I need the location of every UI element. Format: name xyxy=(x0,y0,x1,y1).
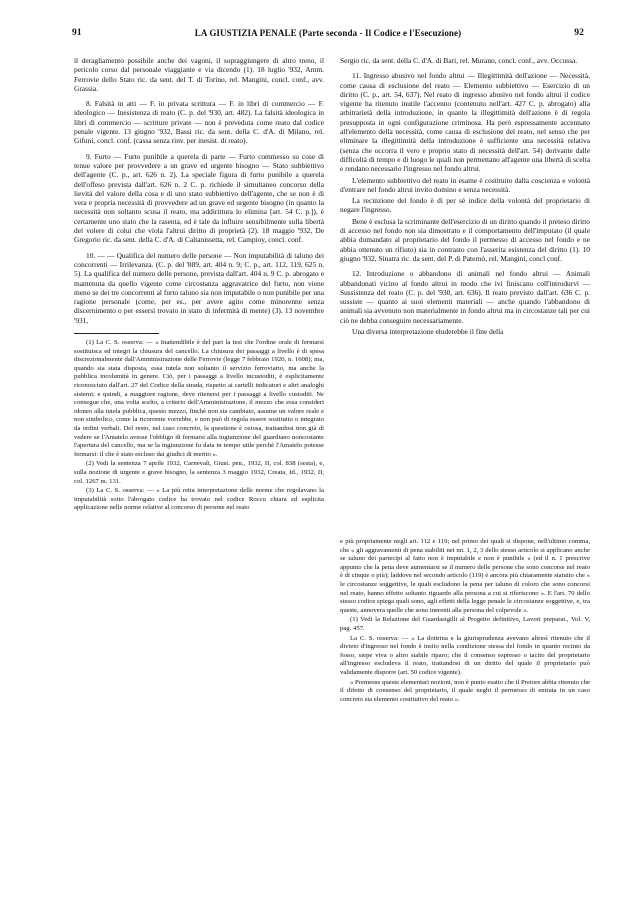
entry-10-qualifica: 10. — — Qualifica del numero delle persone — Non imputabilità di taluno dei concorrenti — Irrilevanza. (C. p. del '889, art. 404 n. 9; C. p., art. 112, 119, 625 n. 5). La qualifica del numero delle persone, prevista dall'art. 404 n. 9 C. p. abrogato e mantenuta da quello vigente come circostanza aggravatrice del furto, non viene meno se dei tre concorrenti al furto taluno sia non imputabile o non punibile per una ragione personale (come, per es., per avere agito come minorenne senza discernimento o per essersi trovato in stato di infermità di mente) (3). 13 novembre '931, xyxy=(74,250,324,325)
footnote-divider xyxy=(74,333,159,334)
footnote-1-right: (1) Vedi la Relazione del Guardasigilli al Progetto definitivo, Lavori preparat., Vol. V, pag. 457. xyxy=(340,616,590,632)
continued-paragraph: il deragliamento possibile anche dei vagoni, il sopraggiungere di altro treno, il pericolo corso dal personale viaggiante e via dicendo (1). 18 luglio '932, Amm. Ferrovie dello Stato ric. da sent. del T. di Torino, rel. Mangini, concl. conf., avv. Grassia. xyxy=(74,56,324,93)
entry-12-paragraph-2: Una diversa interpretazione eluderebbe il fine della xyxy=(352,327,504,337)
footnote-quote-1: La C. S. osserva: — « La dottrina e la giurisprudenza avevano altresì ritenuto che il divieto d'ingresso nel fondo è insito nella condizione stessa del fondo in quanto recinto da fosso, siepe viva o altro stabile riparo; che il consenso espresso o tacito del proprietario all'ingresso escludeva il reato, trattandosi di un diritto del quale il proprietario può validamente disporre (art. 50 codice vigente). xyxy=(340,634,590,676)
entry-8-falsita: 8. Falsità in atti — F. in privata scrittura — F. in libri di commercio — F. ideologico — Inesistenza di reato (C. p. del '930, art. 482). La falsità ideologica in libri di commercio — scritture private — non è preveduta come reato dal codice penale vigente. 13 giugno '932, Bassi ric. da sent. della C. d'A. di Milano, rel. Gifuni, concl. conf. (cassa senza rinv. per inesist. di reato). xyxy=(74,99,324,146)
footnote-3-left: (3) La C. S. osserva: — « La più retta interpretazione delle norme che regolavano la imputabilità sotto l'abrogato codice ha trovato nel codice Rocco chiara ed esplicita applicazione nelle norme relative al concorso di persone nel reato xyxy=(74,487,324,512)
page-number-left: 91 xyxy=(72,28,82,38)
left-column xyxy=(74,56,324,514)
right-column xyxy=(340,56,590,338)
entry-11-paragraph-3: La recinzione del fondo è di per sè indice della volontà del proprietario di negare l'ingresso. xyxy=(340,196,590,215)
entry-12-animali: 12. Introduzione o abbandono di animali nel fondo altrui — Animali abbandonati vicino al fondo altrui in modo che ivi finiscano coll'introdurvi — Sussistenza del reato (C. p. del '930, art. 636). Il reato previsto dall'art. 636 C. p. sussiste — quanto ai suoi elementi materiali — anche quando l'abbandono di animali sia avvenuto non materialmente in fondo altrui ma in circostanze tali per cui ciò ne debba conseguire necessariamente. xyxy=(340,269,590,325)
page-header xyxy=(72,26,584,40)
entry-11-paragraph-4: Bene è esclusa la scriminante dell'esercizio di un diritto quando il preteso diritto di accesso nel fondo non sia dimostrato e il comportamento dell'imputato (il quale abbia domandato al proprietario del fondo il permesso di accesso nel fondo e ne abbia ottenuto un rifiuto) sia in contrasto con l'asserita esistenza del diritto (1). 10 giugno '932, Sinatra ric. da sent. del P. di Paternò, rel. Mangini, concl conf. xyxy=(340,216,590,263)
continued-citation: Sergio ric. da sent. della C. d'A. di Bari, rel. Murano, concl. conf., avv. Occussa. xyxy=(340,56,578,65)
entry-11-paragraph-2: L'elemento subbiettivo del reato in esame è costituito dalla coscienza e volontà d'entrare nel fondo altrui invito domino e senza necessità. xyxy=(340,175,590,194)
entry-11-ingresso-abusivo: 11. Ingresso abusivo nel fondo altrui — Illegittimità dell'azione — Necessità, come causa di esclusione del reato — Elemento subbiettivo — Esercizio di un diritto (C. p., art. 54, 637). Nel reato di ingresso abusivo nel fondo altrui il codice vigente ha ritenuto inutile l'accenno (contenuto nell'art. 427 C. p. abrogato) alla arbitrarietà della introduzione, in quanto la illegittimità dell'azione è di regola presupposta in ogni configurazione criminosa. Ha però espressamente accennato all'elemento della necessità, come causa di esclusione del reato, nel senso che per eliminare la illegittimità della introduzione è sufficiente una necessità relativa (senza che occorra il vero e proprio stato di necessità dell'art. 54) derivante dalle difficoltà di tempo e di luogo le quali non permettano all'agente una libertà di scelta e rendano necessario l'ingresso nel fondo altrui. xyxy=(340,71,590,174)
footnote-quote-2: « Premesse queste elementari nozioni, non è punto esatto che il Pretore abbia ritenuto che il difetto di consenso del proprietario, il quale neghi il permesso di entrata in un caso concreto sia elemento costitutivo del reato ». xyxy=(340,678,590,703)
footnote-2-left: (2) Vedi la sentenza 7 aprile 1932, Carnevali, Giust. pen., 1932, II, col. 838 (sesta), e, sulla nozione di urgente e grave bisogno, la sentenza 3 maggio 1932, Creata, Id., 1932, II, col. 1267 m. 131. xyxy=(74,460,324,485)
page-number-right: 92 xyxy=(574,28,584,38)
entry-9-furto: 9. Furto — Furto punibile a querela di parte — Furto commesso su cose di tenue valore per provvedere a un grave ed urgente bisogno — Stato subbiettivo dell'agente (C. p., art. 626 n. 2). La speciale figura di furto punibile a querela dell'offeso prevista dall'art. 626 n. 2 C. p. richiede il simultaneo concorso della lievità del valore della cosa e di uno stato subbiettivo dell'agente, che se non è di vera e propria necessità di provvedere ad un grave ed urgente bisogno (in quanto la necessità non soltanto scusa il reato, ma addirittura lo elimina [art. 54 C. p.]), è certamente uno stato che la rasenta, ed è tale da influire sensibilmente sulla libertà del volere di colui che viola l'altrui diritto di proprietà (2). 18 maggio '932, De Gregorio ric. da sent. della C. d'A. di Caltanissetta, rel. Campioy, concl. conf. xyxy=(74,151,324,245)
footnote-3-continued: e più propriamente negli art. 112 e 119; nel primo dei quali si dispone, nell'ultimo comma, che « gli aggravamenti di pena stabiliti nei nn. 1, 2, 3 dello stesso articolo si applicano anche se taluno dei partecipi al fatto non è imputabile e non è punibile » (ed il n. 1 prescrive appunto che la pena deve aumentarsi se il numero delle persone che sono concorse nel reato è di cinque o più); laddove nel secondo articolo (119) è ancora più chiaramente statuito che « le circostanze soggettive, le quali escludono la pena per taluno di coloro che sono concorsi nel reato, hanno effetto soltanto riguardo alla persona a cui si riferiscono ». E l'art. 70 dello stesso codice spiega quali sono, agli effetti della legge penale le circostanze soggettive, e, tra queste, annovera quelle che sono inerenti alla persona del colpevole ». xyxy=(340,538,590,614)
footnote-1-left: (1) La C. S. osserva: — « Inattendibile è del pari la tesi che l'ordine orale di fermarsi sostituisca ed integri la chiusura del cancello. La chiusura dei passaggi a livello è di spesa discrezionalmente dall'Amministrazione delle Ferrovie (legge 7 febbraio 1920, n. 1608); ma, quando sia stata disposta, essa tutela non soltanto il servizio ferroviario, ma anche la pubblica incolumità in genere. Ciò, per i passaggi a livello incustoditi, è esplicitamente riconosciuto dall'art. 27 del Codice della strada, rispetto ai cartelli indicatori e altri analoghi sistemi; e quindi, a maggiore ragione, deve ritenersi per i passaggi a livello custoditi. Ne consegue che, una volta scelto, a criterio dell'Amministrazione, il mezzo che essa consideri idoneo alla tutela pubblica, questo mezzo, finchè non sia cambiato, assume un valore reale e non simbolico, come la ricorrente vorrebbe, e non può di regola essere sostituito o integrato da ordini verbali. Del resto, nel caso concreto, la questione è oziosa, trattandosi non già di vedere se l'Amatelo avesse l'obbligo di fermarsi alla ingiunzione del guardiano noncostante l'apertura del cancello, ma se la ingiunzione fu data in tempo utile perchè l'Amatelo potesse fermarsi: il che è stato escluso dai giudici di merito ». xyxy=(74,339,324,458)
running-title: LA GIUSTIZIA PENALE (Parte seconda - Il Codice e l'Esecuzione) xyxy=(194,28,462,38)
